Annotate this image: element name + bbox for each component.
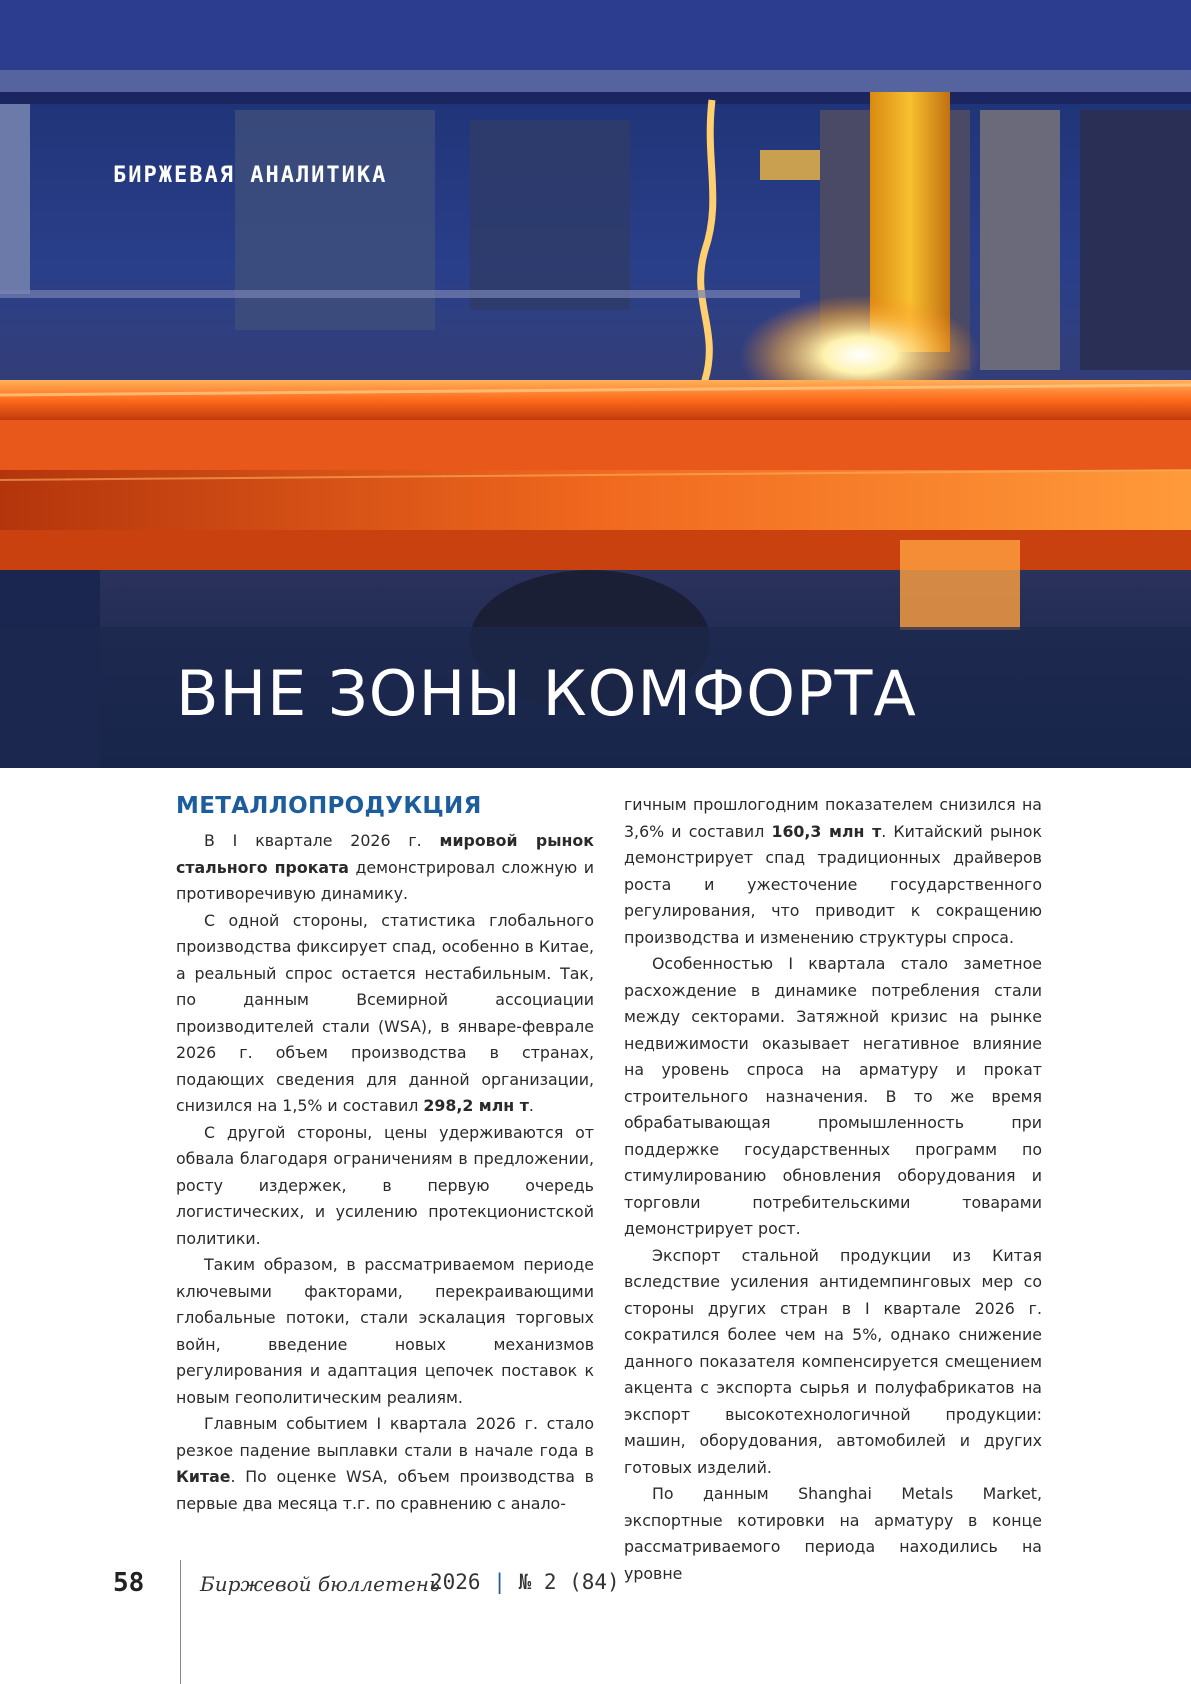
paragraph: Таким образом, в рассматриваемом периоде ключевыми факторами, перекраивающими глобальные потоки, стали эскалация торговых войн, введение новых механизмов регулирования и адаптация цепочек поставок к новым геополитическим реалиям. — [176, 1255, 594, 1407]
issue-info — [430, 1570, 620, 1594]
paragraph: Особенностью I квартала стало заметное расхождение в динамике потребления стали между секторами. Затяжной кризис на рынке недвижимости оказывает негативное влияние на уровень спроса на арматуру и прокат строительного назначения. В то же время обрабатывающая промышленность при поддержке государственных программ по стимулированию обновления оборудования и торговли потребительскими товарами демонстрирует рост. — [624, 954, 1042, 1238]
issue-year: 2026 — [430, 1570, 481, 1594]
section-label: БИРЖЕВАЯ АНАЛИТИКА — [113, 163, 388, 188]
article-heading: МЕТАЛЛОПРОДУКЦИЯ — [176, 793, 482, 819]
paragraph: гичным прошлогодним показателем снизился на 3,6% и составил 160,3 млн т. Китайский рынок демонстрирует спад традиционных драйверов роста и ужесточение государственного регулирования, что приводит к сокращению производства и изменению структуры спроса. — [624, 795, 1042, 947]
paragraph: По данным Shanghai Metals Market, экспортные котировки на арматуру в конце рассматриваемого периода находились на уровне — [624, 1484, 1042, 1583]
article-column-right — [624, 792, 1042, 1587]
issue-separator: | — [493, 1570, 506, 1594]
paragraph: С другой стороны, цены удерживаются от обвала благодаря ограничениям в предложении, росту издержек, в первую очередь логистических, и усилению протекционистской политики. — [176, 1122, 594, 1248]
paragraph: В I квартале 2026 г. мировой рынок стального проката демонстрировал сложную и противоречивую динамику. — [176, 831, 594, 903]
hero-image — [0, 0, 1191, 768]
footer-divider — [180, 1560, 181, 1684]
page-title: ВНЕ ЗОНЫ КОМФОРТА — [176, 657, 917, 730]
paragraph: С одной стороны, статистика глобального производства фиксирует спад, особенно в Китае, а реальный спрос остается нестабильным. Так, по данным Всемирной ассоциации производителей стали (WSA), в январе-феврале 2026 г. объем производства в странах, подающих сведения для данной организации, снизился на 1,5% и составил 298,2 млн т. — [176, 910, 594, 1115]
article-column-left — [176, 790, 594, 1517]
issue-number: № 2 (84) — [518, 1570, 620, 1594]
page-footer — [0, 1560, 1191, 1684]
paragraph: Экспорт стальной продукции из Китая вследствие усиления антидемпинговых мер со стороны других стран в I квартале 2026 г. сократился более чем на 5%, однако снижение данного показателя компенсируется смещением акцента с экспорта сырья и полуфабрикатов на экспорт высокотехнологичной продукции: машин, оборудования, автомобилей и других готовых изделий. — [624, 1245, 1042, 1477]
paragraph: Главным событием I квартала 2026 г. стало резкое падение выплавки стали в начале года в Китае. По оценке WSA, объем производства в первые два месяца т.г. по сравнению с анало- — [176, 1414, 594, 1513]
page-number: 58 — [113, 1568, 145, 1598]
journal-name: Биржевой бюллетень — [200, 1572, 440, 1596]
